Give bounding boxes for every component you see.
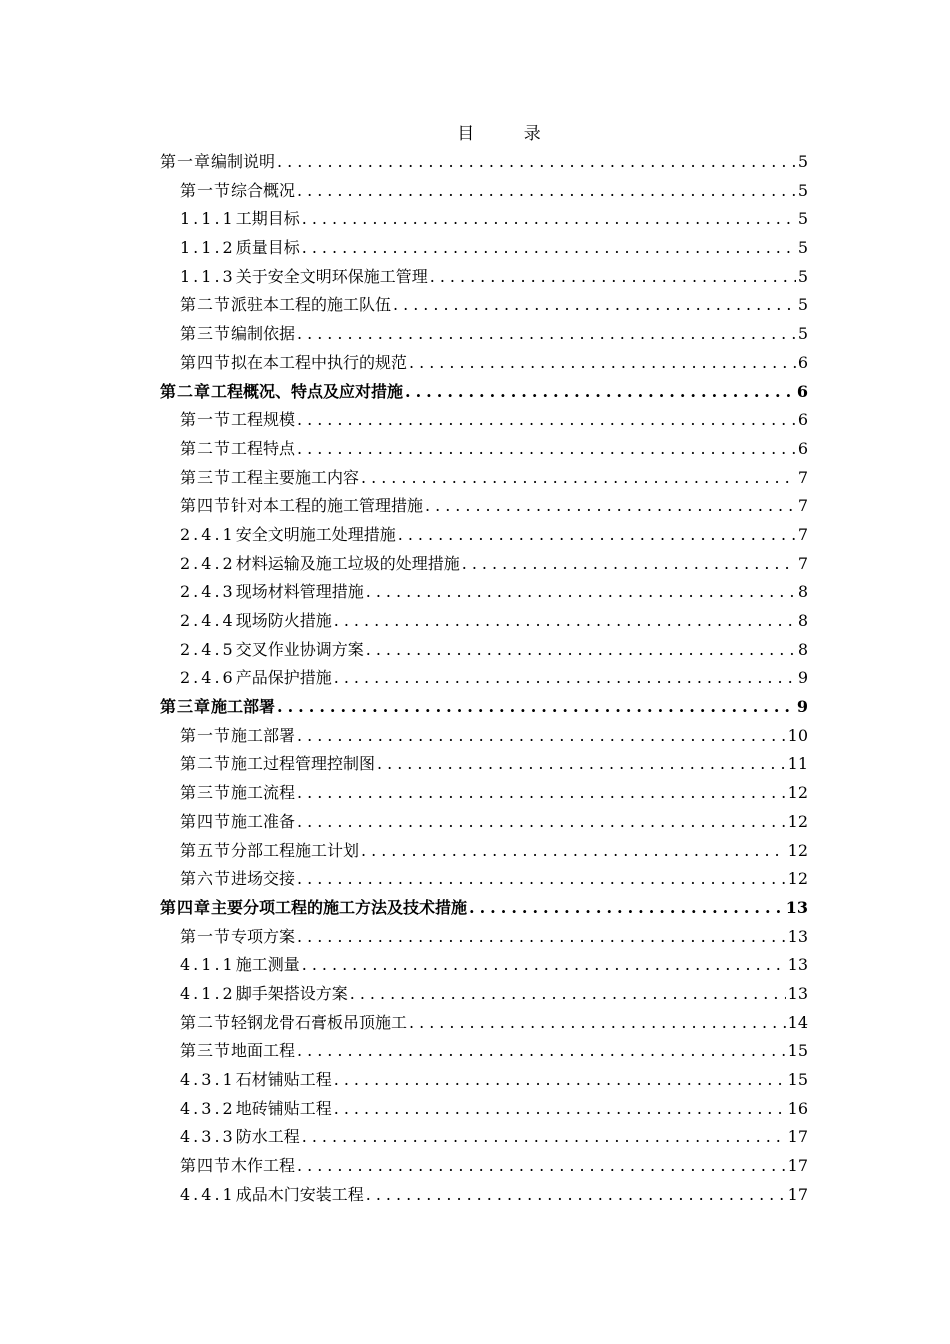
toc-entry-page-number: 12 xyxy=(787,783,808,803)
toc-entry-number: 第三章 xyxy=(160,697,212,717)
toc-entry-title: 专项方案 xyxy=(231,926,296,946)
toc-dot-leader xyxy=(350,980,786,1009)
toc-entry-title: 质量目标 xyxy=(235,238,300,258)
toc-entry-number: 第一节 xyxy=(180,725,232,745)
toc-dot-leader xyxy=(297,320,796,349)
toc-entry-page-number: 14 xyxy=(787,1012,808,1032)
toc-entry-title: 关于安全文明环保施工管理 xyxy=(235,266,428,286)
toc-entry-title: 成品木门安装工程 xyxy=(235,1184,364,1204)
toc-entry-page-number: 9 xyxy=(796,697,808,717)
toc-entry-page-number: 12 xyxy=(787,811,808,831)
toc-dot-leader xyxy=(297,177,796,206)
toc-entry-number: 2.4.6 xyxy=(180,668,236,688)
toc-entry[interactable] xyxy=(160,779,808,808)
toc-entry-title: 拟在本工程中执行的规范 xyxy=(231,352,408,372)
toc-dot-leader xyxy=(366,636,796,665)
toc-dot-leader xyxy=(361,464,796,493)
toc-entry-title: 施工测量 xyxy=(235,955,300,975)
toc-dot-leader xyxy=(297,406,796,435)
toc-entry-number: 第三节 xyxy=(180,467,232,487)
toc-entry-number: 4.3.1 xyxy=(180,1070,236,1089)
toc-entry-number: 1.1.1 xyxy=(180,209,236,229)
toc-entry-page-number: 7 xyxy=(797,496,808,516)
toc-entry-number: 2.4.1 xyxy=(180,524,236,544)
toc-entry[interactable] xyxy=(160,148,808,177)
toc-entry-title: 施工过程管理控制图 xyxy=(231,754,376,774)
toc-entry[interactable] xyxy=(160,205,808,234)
toc-dot-leader xyxy=(297,435,796,464)
toc-entry-title: 交叉作业协调方案 xyxy=(235,639,364,659)
toc-entry-page-number: 10 xyxy=(787,725,808,745)
toc-entry-page-number: 8 xyxy=(797,611,808,630)
toc-entry[interactable] xyxy=(160,894,808,923)
toc-entry-page-number: 17 xyxy=(787,1156,808,1176)
toc-dot-leader xyxy=(398,521,796,550)
toc-entry-page-number: 9 xyxy=(797,668,808,688)
toc-dot-leader xyxy=(297,1037,786,1066)
toc-entry-page-number: 8 xyxy=(797,639,808,659)
toc-entry-page-number: 13 xyxy=(787,983,808,1003)
toc-entry-page-number: 5 xyxy=(797,180,808,200)
toc-entry[interactable] xyxy=(160,378,808,407)
toc-title: 目 录 xyxy=(457,124,563,144)
toc-entry-title: 地面工程 xyxy=(231,1041,296,1061)
toc-entry-title: 分部工程施工计划 xyxy=(231,840,360,860)
toc-entry-title: 脚手架搭设方案 xyxy=(235,983,348,1003)
toc-entry-title: 石材铺贴工程 xyxy=(235,1070,332,1089)
toc-entry-page-number: 16 xyxy=(787,1098,808,1118)
toc-dot-leader xyxy=(297,865,786,894)
toc-entry-title: 工期目标 xyxy=(235,209,300,229)
toc-dot-leader xyxy=(409,349,796,378)
toc-entry-page-number: 6 xyxy=(797,352,808,372)
toc-entry-number: 1.1.2 xyxy=(180,238,236,258)
toc-entry-page-number: 8 xyxy=(797,582,808,602)
toc-entry[interactable] xyxy=(160,693,808,722)
toc-entry-page-number: 6 xyxy=(797,438,808,458)
toc-dot-leader xyxy=(366,578,796,607)
toc-entry[interactable] xyxy=(160,1123,808,1152)
toc-entry-title: 主要分项工程的施工方法及技术措施 xyxy=(211,897,468,917)
toc-entry-page-number: 7 xyxy=(797,553,808,573)
toc-entry-page-number: 12 xyxy=(787,869,808,889)
toc-dot-leader xyxy=(297,722,786,751)
toc-entry-number: 第四节 xyxy=(180,811,232,831)
toc-entry[interactable] xyxy=(160,578,808,607)
toc-entry-number: 第三节 xyxy=(180,783,232,803)
toc-entry-page-number: 5 xyxy=(797,295,808,315)
toc-entry[interactable] xyxy=(160,980,808,1009)
toc-entry-number: 第二节 xyxy=(180,754,232,774)
toc-entry-number: 4.3.2 xyxy=(180,1098,236,1118)
toc-entry-title: 编制说明 xyxy=(211,152,276,171)
toc-entry-title: 安全文明施工处理措施 xyxy=(235,524,396,544)
toc-dot-leader xyxy=(334,607,796,636)
toc-entry-number: 第一章 xyxy=(160,152,212,171)
toc-dot-leader xyxy=(409,1009,786,1038)
toc-entry[interactable] xyxy=(160,1181,808,1210)
toc-dot-leader xyxy=(302,951,786,980)
toc-entry[interactable] xyxy=(160,664,808,693)
toc-dot-leader xyxy=(377,750,786,779)
toc-entry[interactable] xyxy=(160,406,808,435)
toc-entry[interactable] xyxy=(160,464,808,493)
toc-dot-leader xyxy=(302,234,796,263)
toc-entry-number: 第三节 xyxy=(180,1041,232,1061)
toc-entry[interactable] xyxy=(160,349,808,378)
toc-entry-number: 2.4.3 xyxy=(180,582,236,602)
toc-entry-title: 现场防火措施 xyxy=(235,611,332,630)
toc-entry-number: 2.4.4 xyxy=(180,611,236,630)
toc-entry-number: 第一节 xyxy=(180,180,232,200)
toc-entry-title: 现场材料管理措施 xyxy=(235,582,364,602)
toc-entry-page-number: 15 xyxy=(787,1070,808,1089)
toc-entry[interactable] xyxy=(160,837,808,866)
toc-entry-page-number: 17 xyxy=(787,1127,808,1147)
toc-entry[interactable] xyxy=(160,492,808,521)
toc-entry-title: 防水工程 xyxy=(235,1127,300,1147)
toc-dot-leader xyxy=(393,291,796,320)
toc-entry-title: 地砖铺贴工程 xyxy=(235,1098,332,1118)
toc-entry-number: 第四节 xyxy=(180,1156,232,1176)
toc-entry[interactable] xyxy=(160,808,808,837)
toc-entry-page-number: 5 xyxy=(797,209,808,229)
toc-entry-page-number: 12 xyxy=(787,840,808,860)
toc-dot-leader xyxy=(405,378,795,407)
toc-entry[interactable] xyxy=(160,177,808,206)
toc-dot-leader xyxy=(366,1181,786,1210)
toc-entry[interactable] xyxy=(160,750,808,779)
toc-entry-title: 施工部署 xyxy=(231,725,296,745)
toc-entry[interactable] xyxy=(160,521,808,550)
toc-entry-title: 工程特点 xyxy=(231,438,296,458)
toc-entry[interactable] xyxy=(160,1066,808,1095)
toc-entry[interactable] xyxy=(160,320,808,349)
toc-entry-number: 第一节 xyxy=(180,410,232,430)
toc-entry-title: 派驻本工程的施工队伍 xyxy=(231,295,392,315)
toc-entry-page-number: 17 xyxy=(787,1184,808,1204)
toc-entry[interactable] xyxy=(160,291,808,320)
toc-dot-leader xyxy=(430,263,796,292)
toc-entry-page-number: 13 xyxy=(787,926,808,946)
toc-entry-number: 4.3.3 xyxy=(180,1127,236,1147)
toc-entry[interactable] xyxy=(160,923,808,952)
toc-dot-leader xyxy=(297,1152,786,1181)
toc-entry-number: 第四节 xyxy=(180,352,232,372)
toc-entry-number: 第四节 xyxy=(180,496,232,516)
toc-dot-leader xyxy=(297,923,786,952)
toc-entry-page-number: 5 xyxy=(797,152,808,171)
toc-entry-title: 产品保护措施 xyxy=(235,668,332,688)
toc-dot-leader xyxy=(462,550,796,579)
toc-dot-leader xyxy=(334,664,796,693)
toc-entry[interactable] xyxy=(160,263,808,292)
toc-dot-leader xyxy=(302,1123,786,1152)
toc-dot-leader xyxy=(277,148,796,177)
toc-entry[interactable] xyxy=(160,865,808,894)
toc-entry-number: 4.1.1 xyxy=(180,955,236,975)
toc-entry[interactable] xyxy=(160,234,808,263)
toc-entry-page-number: 13 xyxy=(785,897,808,917)
toc-entry[interactable] xyxy=(160,607,808,636)
toc-entry[interactable] xyxy=(160,1152,808,1181)
toc-entry-title: 进场交接 xyxy=(231,869,296,889)
toc-entry-number: 第六节 xyxy=(180,869,232,889)
toc-entry-title: 轻钢龙骨石膏板吊顶施工 xyxy=(231,1012,408,1032)
toc-entry-title: 综合概况 xyxy=(231,180,296,200)
toc-entry-title: 工程主要施工内容 xyxy=(231,467,360,487)
toc-entry-title: 木作工程 xyxy=(231,1156,296,1176)
toc-entry-page-number: 13 xyxy=(787,955,808,975)
toc-entry-number: 第二节 xyxy=(180,1012,232,1032)
toc-entry[interactable] xyxy=(160,1009,808,1038)
toc-dot-leader xyxy=(425,492,796,521)
toc-entry-title: 工程概况、特点及应对措施 xyxy=(211,381,404,401)
toc-entry[interactable] xyxy=(160,550,808,579)
toc-entry[interactable] xyxy=(160,435,808,464)
toc-entry[interactable] xyxy=(160,951,808,980)
toc-entry-title: 针对本工程的施工管理措施 xyxy=(231,496,424,516)
toc-dot-leader xyxy=(334,1095,786,1124)
toc-entry[interactable] xyxy=(160,722,808,751)
toc-entry-number: 第二节 xyxy=(180,438,232,458)
toc-entry-number: 2.4.2 xyxy=(180,553,236,573)
toc-entry-number: 2.4.5 xyxy=(180,639,236,659)
toc-dot-leader xyxy=(361,837,786,866)
toc-entry-number: 第三节 xyxy=(180,324,232,344)
toc-entry-page-number: 5 xyxy=(797,324,808,344)
toc-dot-leader xyxy=(277,693,795,722)
toc-entry-number: 1.1.3 xyxy=(180,266,236,286)
toc-entry-title: 施工部署 xyxy=(211,697,276,717)
toc-entry-number: 第二章 xyxy=(160,381,212,401)
toc-entry-page-number: 5 xyxy=(797,266,808,286)
toc-dot-leader xyxy=(297,779,786,808)
toc-dot-leader xyxy=(297,808,786,837)
toc-entry-page-number: 6 xyxy=(797,410,808,430)
toc-entry-number: 第二节 xyxy=(180,295,232,315)
toc-entry-title: 工程规模 xyxy=(231,410,296,430)
toc-entry-number: 第五节 xyxy=(180,840,232,860)
toc-entry-page-number: 11 xyxy=(787,754,808,774)
toc-entry[interactable] xyxy=(160,1037,808,1066)
toc-entry-title: 施工准备 xyxy=(231,811,296,831)
toc-entry[interactable] xyxy=(160,1095,808,1124)
toc-entry-number: 4.1.2 xyxy=(180,983,236,1003)
toc-dot-leader xyxy=(469,894,784,923)
toc-entry-number: 4.4.1 xyxy=(180,1184,236,1204)
toc-entry[interactable] xyxy=(160,636,808,665)
toc-entry-number: 第四章 xyxy=(160,897,212,917)
toc-dot-leader xyxy=(334,1066,786,1095)
toc-entry-page-number: 7 xyxy=(797,524,808,544)
toc-entry-page-number: 6 xyxy=(796,381,808,401)
toc-entry-page-number: 7 xyxy=(797,467,808,487)
toc-entry-title: 编制依据 xyxy=(231,324,296,344)
toc-entry-number: 第一节 xyxy=(180,926,232,946)
toc-dot-leader xyxy=(302,205,796,234)
toc-entry-page-number: 5 xyxy=(797,238,808,258)
toc-entry-page-number: 15 xyxy=(787,1041,808,1061)
toc-entry-title: 施工流程 xyxy=(231,783,296,803)
toc-entry-title: 材料运输及施工垃圾的处理措施 xyxy=(235,553,460,573)
toc-list xyxy=(160,148,808,1209)
